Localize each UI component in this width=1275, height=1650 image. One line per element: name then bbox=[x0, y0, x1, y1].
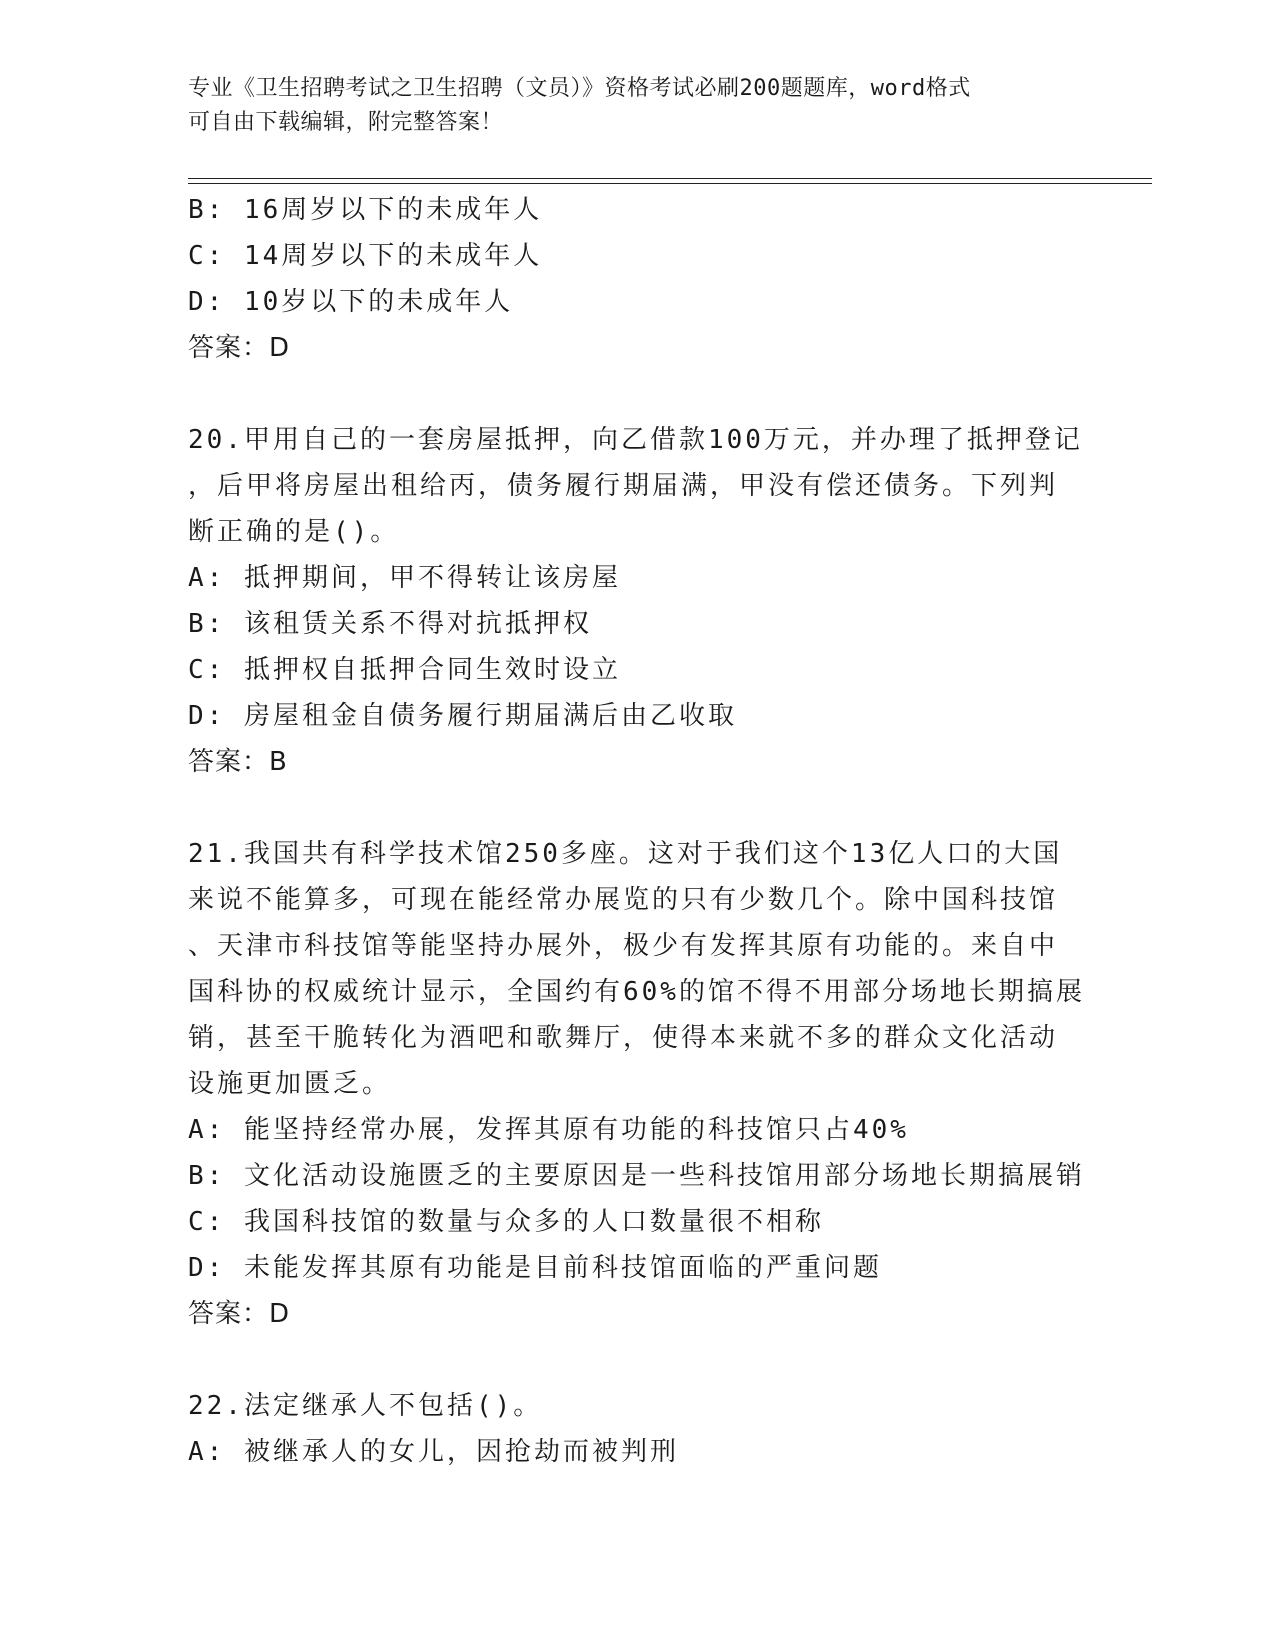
spacer bbox=[188, 1337, 1088, 1383]
question-stem-line: 国科协的权威统计显示，全国约有60%的馆不得不用部分场地长期搞展 bbox=[188, 977, 1085, 1007]
option-a: A: 被继承人的女儿，因抢劫而被判刑 bbox=[188, 1437, 679, 1467]
option-b: B: 文化活动设施匮乏的主要原因是一些科技馆用部分场地长期搞展销 bbox=[188, 1161, 1085, 1191]
option-c: C: 14周岁以下的未成年人 bbox=[188, 241, 543, 271]
option-d: D: 未能发挥其原有功能是目前科技馆面临的严重问题 bbox=[188, 1253, 882, 1283]
answer: 答案：D bbox=[188, 333, 291, 363]
question-stem-line: 、天津市科技馆等能坚持办展外，极少有发挥其原有功能的。来自中 bbox=[188, 931, 1059, 961]
option-c: C: 抵押权自抵押合同生效时设立 bbox=[188, 655, 621, 685]
question-stem-line: 设施更加匮乏。 bbox=[188, 1069, 392, 1099]
header-divider-bottom bbox=[188, 183, 1152, 184]
spacer bbox=[188, 371, 1088, 417]
question-stem-line: 20.甲用自己的一套房屋抵押，向乙借款100万元，并办理了抵押登记 bbox=[188, 425, 1083, 455]
question-stem-line: 断正确的是()。 bbox=[188, 517, 400, 547]
answer: 答案：B bbox=[188, 747, 288, 777]
header-divider-top bbox=[188, 178, 1152, 179]
option-c: C: 我国科技馆的数量与众多的人口数量很不相称 bbox=[188, 1207, 824, 1237]
question-stem-line: 22.法定继承人不包括()。 bbox=[188, 1391, 543, 1421]
spacer bbox=[188, 785, 1088, 831]
question-20 bbox=[188, 417, 1088, 785]
header-line-1: 专业《卫生招聘考试之卫生招聘（文员）》资格考试必刷200题题库，word格式 bbox=[188, 76, 971, 101]
option-a: A: 能坚持经常办展，发挥其原有功能的科技馆只占40% bbox=[188, 1115, 909, 1145]
question-stem-line: 来说不能算多，可现在能经常办展览的只有少数几个。除中国科技馆 bbox=[188, 885, 1059, 915]
question-22 bbox=[188, 1383, 1088, 1475]
header-line-2: 可自由下载编辑，附完整答案！ bbox=[188, 110, 504, 135]
answer: 答案：D bbox=[188, 1299, 291, 1329]
option-d: D: 10岁以下的未成年人 bbox=[188, 287, 514, 317]
option-b: B: 16周岁以下的未成年人 bbox=[188, 195, 543, 225]
question-21 bbox=[188, 831, 1088, 1337]
option-d: D: 房屋租金自债务履行期届满后由乙收取 bbox=[188, 701, 737, 731]
question-stem-line: 销，甚至干脆转化为酒吧和歌舞厅，使得本来就不多的群众文化活动 bbox=[188, 1023, 1059, 1053]
question-content bbox=[188, 187, 1088, 1475]
document-header bbox=[188, 72, 1088, 140]
option-b: B: 该租赁关系不得对抗抵押权 bbox=[188, 609, 592, 639]
question-stem-line: 21.我国共有科学技术馆250多座。这对于我们这个13亿人口的大国 bbox=[188, 839, 1063, 869]
question-stem-line: ，后甲将房屋出租给丙，债务履行期届满，甲没有偿还债务。下列判 bbox=[188, 471, 1059, 501]
question-19-tail bbox=[188, 187, 1088, 371]
option-a: A: 抵押期间，甲不得转让该房屋 bbox=[188, 563, 621, 593]
